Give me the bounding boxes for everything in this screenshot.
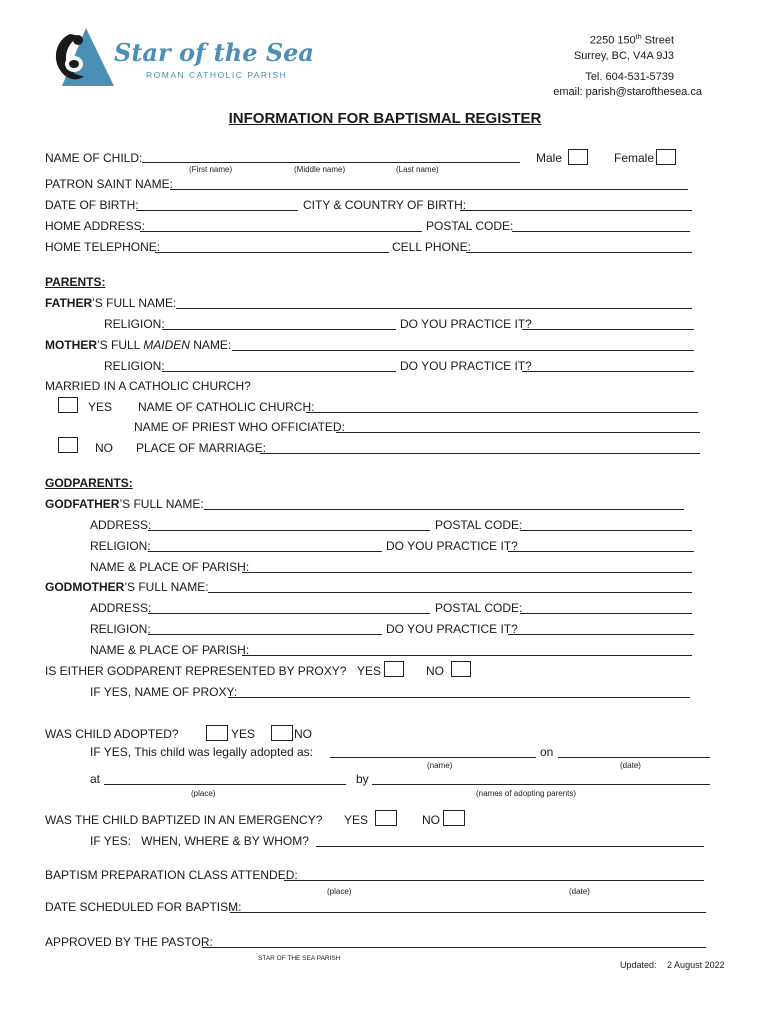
- adopting-parents-field[interactable]: [372, 784, 710, 785]
- godmother-religion-field[interactable]: [148, 634, 382, 635]
- postal-code-label: POSTAL CODE:: [426, 219, 514, 233]
- godmother-postal-label: POSTAL CODE:: [435, 601, 523, 615]
- home-address-field[interactable]: [140, 231, 422, 232]
- adopted-by-label: by: [356, 772, 369, 786]
- child-name-label: NAME OF CHILD:: [45, 151, 143, 165]
- female-checkbox[interactable]: [656, 149, 676, 165]
- godmother-name-label: GODMOTHER’S FULL NAME:: [45, 580, 209, 594]
- cell-phone-field[interactable]: [466, 252, 692, 253]
- city-country-field[interactable]: [460, 210, 692, 211]
- proxy-question: IS EITHER GODPARENT REPRESENTED BY PROXY?: [45, 664, 347, 678]
- godfather-parish-field[interactable]: [242, 572, 692, 573]
- adopted-place-caption: (place): [191, 789, 216, 798]
- male-checkbox[interactable]: [568, 149, 588, 165]
- footer-updated: [620, 960, 725, 970]
- godfather-postal-label: POSTAL CODE:: [435, 518, 523, 532]
- prep-place-caption: (place): [327, 887, 352, 896]
- proxy-yes-checkbox[interactable]: [384, 661, 404, 677]
- home-address-label: HOME ADDRESS:: [45, 219, 146, 233]
- parents-heading: PARENTS:: [45, 275, 106, 289]
- godfather-parish-label: NAME & PLACE OF PARISH:: [90, 560, 250, 574]
- married-no-checkbox[interactable]: [58, 437, 78, 453]
- adopted-no-label: NO: [294, 727, 312, 741]
- godmother-practice-field[interactable]: [508, 634, 694, 635]
- adopted-yes-checkbox[interactable]: [206, 725, 228, 741]
- approved-pastor-label: APPROVED BY THE PASTOR:: [45, 935, 213, 949]
- email-line[interactable]: email: parish@starofthesea.ca: [553, 86, 702, 98]
- mother-practice-label: DO YOU PRACTICE IT?: [400, 359, 532, 373]
- adopted-on-label: on: [540, 745, 554, 759]
- footer-updated-date: 2 August 2022: [667, 960, 725, 970]
- married-yes-checkbox[interactable]: [58, 397, 78, 413]
- father-religion-field[interactable]: [162, 329, 396, 330]
- patron-saint-label: PATRON SAINT NAME:: [45, 177, 174, 191]
- scheduled-date-field[interactable]: [230, 912, 706, 913]
- patron-saint-field[interactable]: [170, 189, 688, 190]
- footer-parish: STAR OF THE SEA PARISH: [258, 955, 341, 962]
- approved-pastor-field[interactable]: [202, 947, 706, 948]
- godfather-practice-field[interactable]: [508, 551, 694, 552]
- scheduled-date-label: DATE SCHEDULED FOR BAPTISM:: [45, 900, 242, 914]
- godfather-name-field[interactable]: [204, 509, 684, 510]
- place-of-marriage-label: PLACE OF MARRIAGE:: [136, 441, 267, 455]
- godfather-religion-field[interactable]: [148, 551, 382, 552]
- logo-name: Star of the Sea: [114, 38, 314, 67]
- married-catholic-label: MARRIED IN A CATHOLIC CHURCH?: [45, 379, 251, 393]
- legally-adopted-label: IF YES, This child was legally adopted as:: [90, 745, 314, 759]
- proxy-no-label: NO: [426, 664, 444, 678]
- godmother-address-label: ADDRESS:: [90, 601, 152, 615]
- street-line: 2250 150th Street: [589, 34, 674, 47]
- parish-logo: [48, 24, 314, 94]
- godmother-postal-field[interactable]: [520, 613, 692, 614]
- priest-name-field[interactable]: [336, 432, 700, 433]
- priest-name-label: NAME OF PRIEST WHO OFFICIATED:: [134, 420, 345, 434]
- adopted-place-field[interactable]: [104, 784, 346, 785]
- adopted-date-caption: (date): [620, 761, 641, 770]
- godmother-name-field[interactable]: [208, 592, 692, 593]
- godfather-practice-label: DO YOU PRACTICE IT?: [386, 539, 518, 553]
- father-religion-label: RELIGION:: [104, 317, 165, 331]
- proxy-name-field[interactable]: [228, 697, 690, 698]
- father-practice-label: DO YOU PRACTICE IT?: [400, 317, 532, 331]
- godmother-parish-field[interactable]: [242, 655, 692, 656]
- adopted-at-label: at: [90, 772, 101, 786]
- home-telephone-label: HOME TELEPHONE:: [45, 240, 161, 254]
- church-name-label: NAME OF CATHOLIC CHURCH:: [138, 400, 315, 414]
- prep-date-caption: (date): [569, 887, 590, 896]
- godfather-religion-label: RELIGION:: [90, 539, 151, 553]
- dob-label: DATE OF BIRTH:: [45, 198, 139, 212]
- child-name-field[interactable]: [142, 162, 520, 163]
- father-practice-field[interactable]: [522, 329, 694, 330]
- proxy-name-label: IF YES, NAME OF PROXY:: [90, 685, 238, 699]
- emergency-no-label: NO: [422, 813, 440, 827]
- emergency-details-label: IF YES: WHEN, WHERE & BY WHOM?: [90, 834, 309, 848]
- postal-code-field[interactable]: [512, 231, 690, 232]
- prep-class-label: BAPTISM PREPARATION CLASS ATTENDED:: [45, 868, 298, 882]
- father-name-field[interactable]: [176, 308, 692, 309]
- father-name-label: FATHER’S FULL NAME:: [45, 296, 177, 310]
- adopted-name-caption: (name): [427, 761, 453, 770]
- page-title: INFORMATION FOR BAPTISMAL REGISTER: [228, 110, 542, 127]
- last-name-caption: (Last name): [396, 165, 439, 174]
- city-country-label: CITY & COUNTRY OF BIRTH:: [303, 198, 467, 212]
- proxy-yes-label: YES: [357, 664, 382, 678]
- first-name-caption: (First name): [189, 165, 233, 174]
- godfather-address-field[interactable]: [148, 530, 430, 531]
- godmother-practice-label: DO YOU PRACTICE IT?: [386, 622, 518, 636]
- mother-practice-field[interactable]: [522, 371, 694, 372]
- adopted-name-field[interactable]: [330, 757, 536, 758]
- emergency-yes-checkbox[interactable]: [375, 810, 397, 826]
- mother-name-label: MOTHER’S FULL MAIDEN NAME:: [45, 338, 232, 352]
- adopting-parents-caption: (names of adopting parents): [476, 789, 577, 798]
- mother-religion-label: RELIGION:: [104, 359, 165, 373]
- mother-religion-field[interactable]: [162, 371, 396, 372]
- godmother-address-field[interactable]: [148, 613, 430, 614]
- emergency-yes-label: YES: [344, 813, 369, 827]
- middle-name-caption: (Middle name): [294, 165, 346, 174]
- adopted-yes-label: YES: [231, 727, 256, 741]
- married-yes-label: YES: [88, 400, 113, 414]
- godfather-address-label: ADDRESS:: [90, 518, 152, 532]
- place-of-marriage-field[interactable]: [260, 453, 700, 454]
- adopted-question: WAS CHILD ADOPTED?: [45, 727, 179, 741]
- mother-name-field[interactable]: [232, 350, 694, 351]
- emergency-no-checkbox[interactable]: [443, 810, 465, 826]
- cell-phone-label: CELL PHONE:: [392, 240, 471, 254]
- godparents-heading: GODPARENTS:: [45, 476, 133, 490]
- emergency-details-field[interactable]: [316, 846, 704, 847]
- married-no-label: NO: [95, 441, 113, 455]
- star-of-the-sea-emblem-icon: [48, 24, 118, 92]
- parish-contact: [422, 71, 702, 99]
- prep-class-field[interactable]: [284, 880, 704, 881]
- godmother-religion-label: RELIGION:: [90, 622, 151, 636]
- city-line: Surrey, BC, V4A 9J3: [573, 49, 674, 62]
- proxy-no-checkbox[interactable]: [451, 661, 471, 677]
- church-name-field[interactable]: [306, 412, 698, 413]
- emergency-question: WAS THE CHILD BAPTIZED IN AN EMERGENCY?: [45, 813, 323, 827]
- male-label: Male: [536, 151, 563, 165]
- godfather-postal-field[interactable]: [520, 530, 692, 531]
- logo-subtitle: ROMAN CATHOLIC PARISH: [146, 70, 288, 80]
- female-label: Female: [614, 151, 655, 165]
- adopted-no-checkbox[interactable]: [271, 725, 293, 741]
- dob-field[interactable]: [136, 210, 298, 211]
- footer-updated-label: Updated:: [620, 960, 657, 970]
- parish-address: [414, 31, 674, 63]
- tel-line: Tel. 604-531-5739: [585, 71, 674, 83]
- adopted-date-field[interactable]: [558, 757, 710, 758]
- godmother-parish-label: NAME & PLACE OF PARISH:: [90, 643, 250, 657]
- godfather-name-label: GODFATHER’S FULL NAME:: [45, 497, 204, 511]
- home-telephone-field[interactable]: [155, 252, 389, 253]
